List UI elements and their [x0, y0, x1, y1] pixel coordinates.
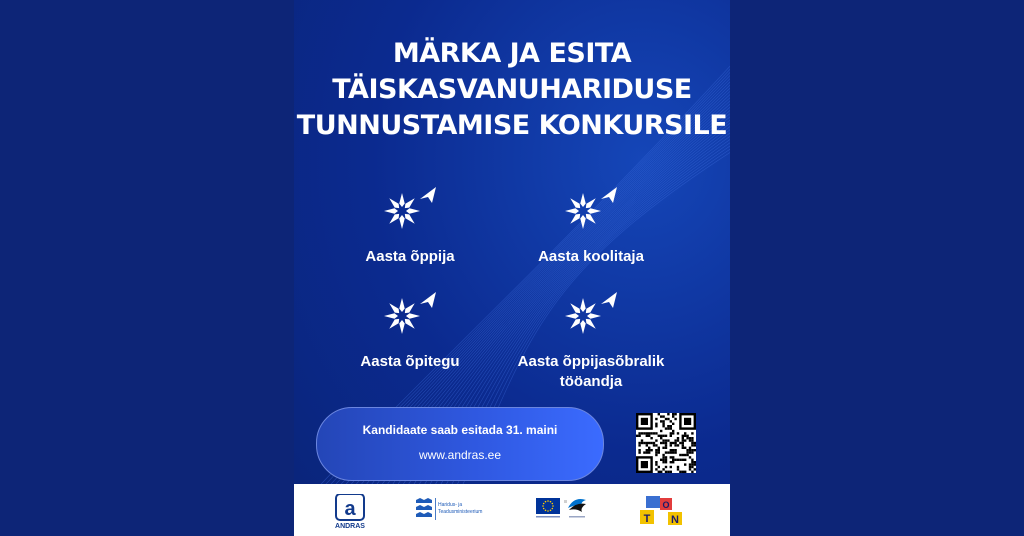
award-label: Aasta õpitegu — [360, 353, 460, 370]
svg-text:Haridus- ja: Haridus- ja — [438, 502, 463, 508]
award-label: Aasta koolitaja — [538, 248, 644, 265]
snowflake-star-icon — [561, 290, 621, 338]
award-label-line-1: Aasta õppijasõbralik — [517, 353, 665, 370]
estonian-bird-logo — [566, 494, 590, 522]
title-line-3: TUNNUSTAMISE KONKURSILE — [296, 110, 728, 141]
snowflake-star-icon — [380, 185, 440, 233]
svg-text:Teadusministeerium: Teadusministeerium — [438, 509, 483, 515]
award-aasta-opitegu — [310, 290, 510, 372]
deadline-text: Kandidaate saab esitada 31. maini — [362, 423, 558, 437]
snowflake-star-icon — [561, 185, 621, 233]
svg-text:T: T — [643, 513, 651, 525]
andras-logo — [334, 494, 366, 530]
arrow-icon — [420, 187, 436, 203]
arrow-icon — [420, 292, 436, 308]
award-aasta-oppija — [310, 185, 510, 267]
award-aasta-tooandja — [491, 290, 691, 392]
footer-logo-bar — [294, 484, 730, 536]
arrow-icon — [601, 187, 617, 203]
qr-code-icon[interactable] — [636, 413, 696, 473]
arrow-icon — [601, 292, 617, 308]
title-line-1: MÄRKA JA ESITA — [392, 38, 632, 69]
submission-info-pill[interactable] — [316, 407, 604, 481]
snowflake-star-icon — [380, 290, 440, 338]
ministry-logo — [414, 496, 494, 522]
svg-text:O: O — [662, 500, 670, 510]
svg-text:a: a — [344, 498, 356, 520]
svg-text:N: N — [671, 514, 679, 526]
award-label: Aasta õppija — [365, 248, 455, 265]
title-line-2: TÄISKASVANUHARIDUSE — [332, 74, 692, 105]
andras-logo-text: ANDRAS — [335, 523, 365, 530]
tom-blocks-logo — [638, 494, 686, 528]
award-aasta-koolitaja — [491, 185, 691, 267]
award-label-line-2: tööandja — [559, 373, 623, 390]
poster-title — [294, 36, 730, 144]
website-link[interactable]: www.andras.ee — [418, 448, 502, 462]
